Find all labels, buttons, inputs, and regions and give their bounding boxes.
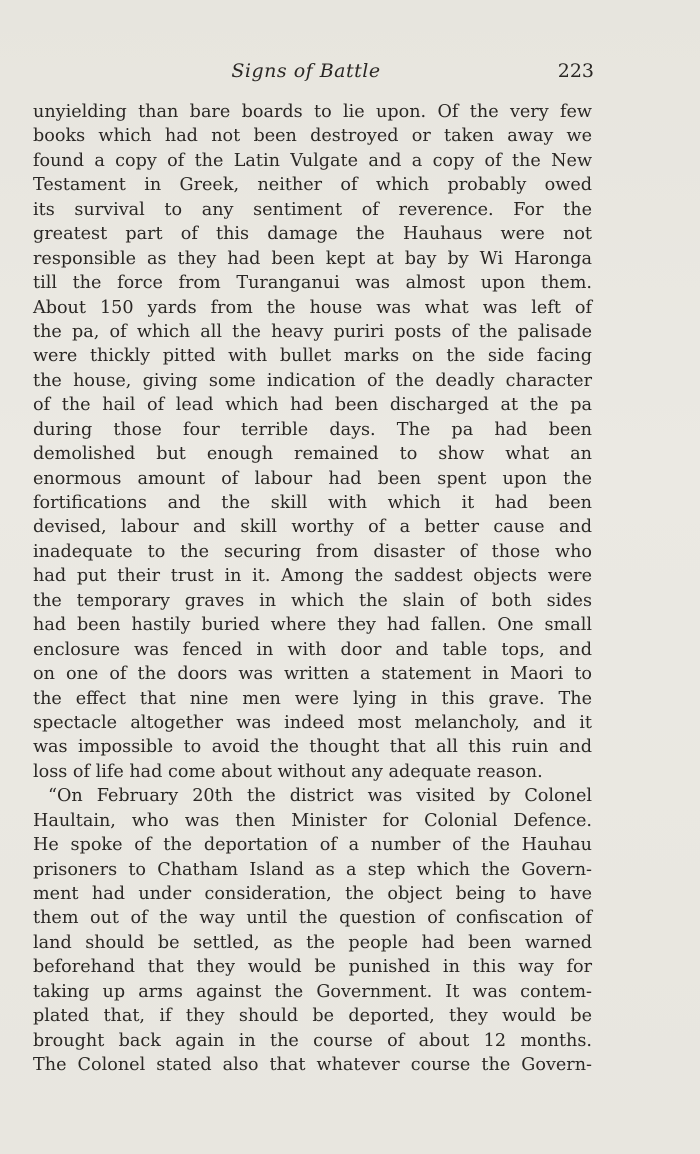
text-line: till the force from Turanganui was almost upon them. — [33, 273, 592, 294]
text-line: prisoners to Chatham Island as a step which the Govern- — [33, 859, 592, 880]
text-line: had been hastily buried where they had fallen. One small — [33, 615, 592, 636]
text-line: unyielding than bare boards to lie upon. Of the very few — [33, 102, 592, 122]
text-line: enclosure was fenced in with door and table tops, and — [33, 639, 592, 660]
page-number: 223 — [557, 60, 594, 82]
text-line: the pa, of which all the heavy puriri posts of the palisade — [33, 321, 592, 342]
text-line: He spoke of the deportation of a number of the Hauhau — [33, 835, 592, 856]
text-line: loss of life had come about without any adequate reason. — [33, 761, 543, 782]
text-line: them out of the way until the question of confiscation of — [33, 908, 592, 929]
body-text — [33, 100, 592, 1078]
text-line: the temporary graves in which the slain of both sides — [33, 590, 592, 611]
text-line: inadequate to the securing from disaster of those who — [33, 541, 592, 562]
text-line: were thickly pitted with bullet marks on the side facing — [33, 346, 592, 367]
text-line: ment had under consideration, the object being to have — [33, 884, 592, 904]
text-line: “On February 20th the district was visited by Colonel — [48, 786, 592, 807]
text-line: the effect that nine men were lying in this grave. The — [33, 688, 592, 709]
text-line: on one of the doors was written a statement in Maori to — [33, 664, 592, 685]
text-line: devised, labour and skill worthy of a better cause and — [33, 517, 592, 538]
text-line: plated that, if they should be deported, they would be — [33, 1006, 592, 1027]
text-line: was impossible to avoid the thought that all this ruin and — [33, 737, 592, 758]
text-line: fortifications and the skill with which it had been — [33, 493, 592, 513]
text-line: its survival to any sentiment of reverence. For the — [33, 199, 592, 220]
text-line: responsible as they had been kept at bay by Wi Haronga — [33, 248, 592, 269]
text-line: brought back again in the course of about 12 months. — [33, 1030, 592, 1051]
text-line: Haultain, who was then Minister for Colonial Defence. — [33, 810, 592, 831]
text-line: found a copy of the Latin Vulgate and a copy of the New — [33, 150, 592, 171]
text-line: demolished but enough remained to show what an — [33, 444, 592, 465]
text-line: beforehand that they would be punished in this way for — [33, 957, 592, 978]
text-line: spectacle altogether was indeed most melancholy, and it — [33, 712, 592, 733]
text-line: taking up arms against the Government. It was contem- — [33, 981, 592, 1002]
text-line: books which had not been destroyed or taken away we — [33, 126, 592, 147]
text-line: the house, giving some indication of the deadly character — [33, 370, 592, 391]
text-line: Testament in Greek, neither of which probably owed — [33, 175, 592, 196]
text-line: The Colonel stated also that whatever course the Govern- — [33, 1055, 592, 1076]
running-title: Signs of Battle — [231, 60, 381, 82]
text-line: land should be settled, as the people had been warned — [33, 932, 592, 953]
text-line: had put their trust in it. Among the saddest objects were — [33, 566, 592, 587]
text-line: enormous amount of labour had been spent upon the — [33, 468, 592, 489]
text-line: of the hail of lead which had been discharged at the pa — [33, 395, 592, 416]
text-line: About 150 yards from the house was what was left of — [33, 297, 592, 318]
text-line: during those four terrible days. The pa had been — [33, 419, 592, 440]
text-line: greatest part of this damage the Hauhaus were not — [33, 224, 592, 245]
